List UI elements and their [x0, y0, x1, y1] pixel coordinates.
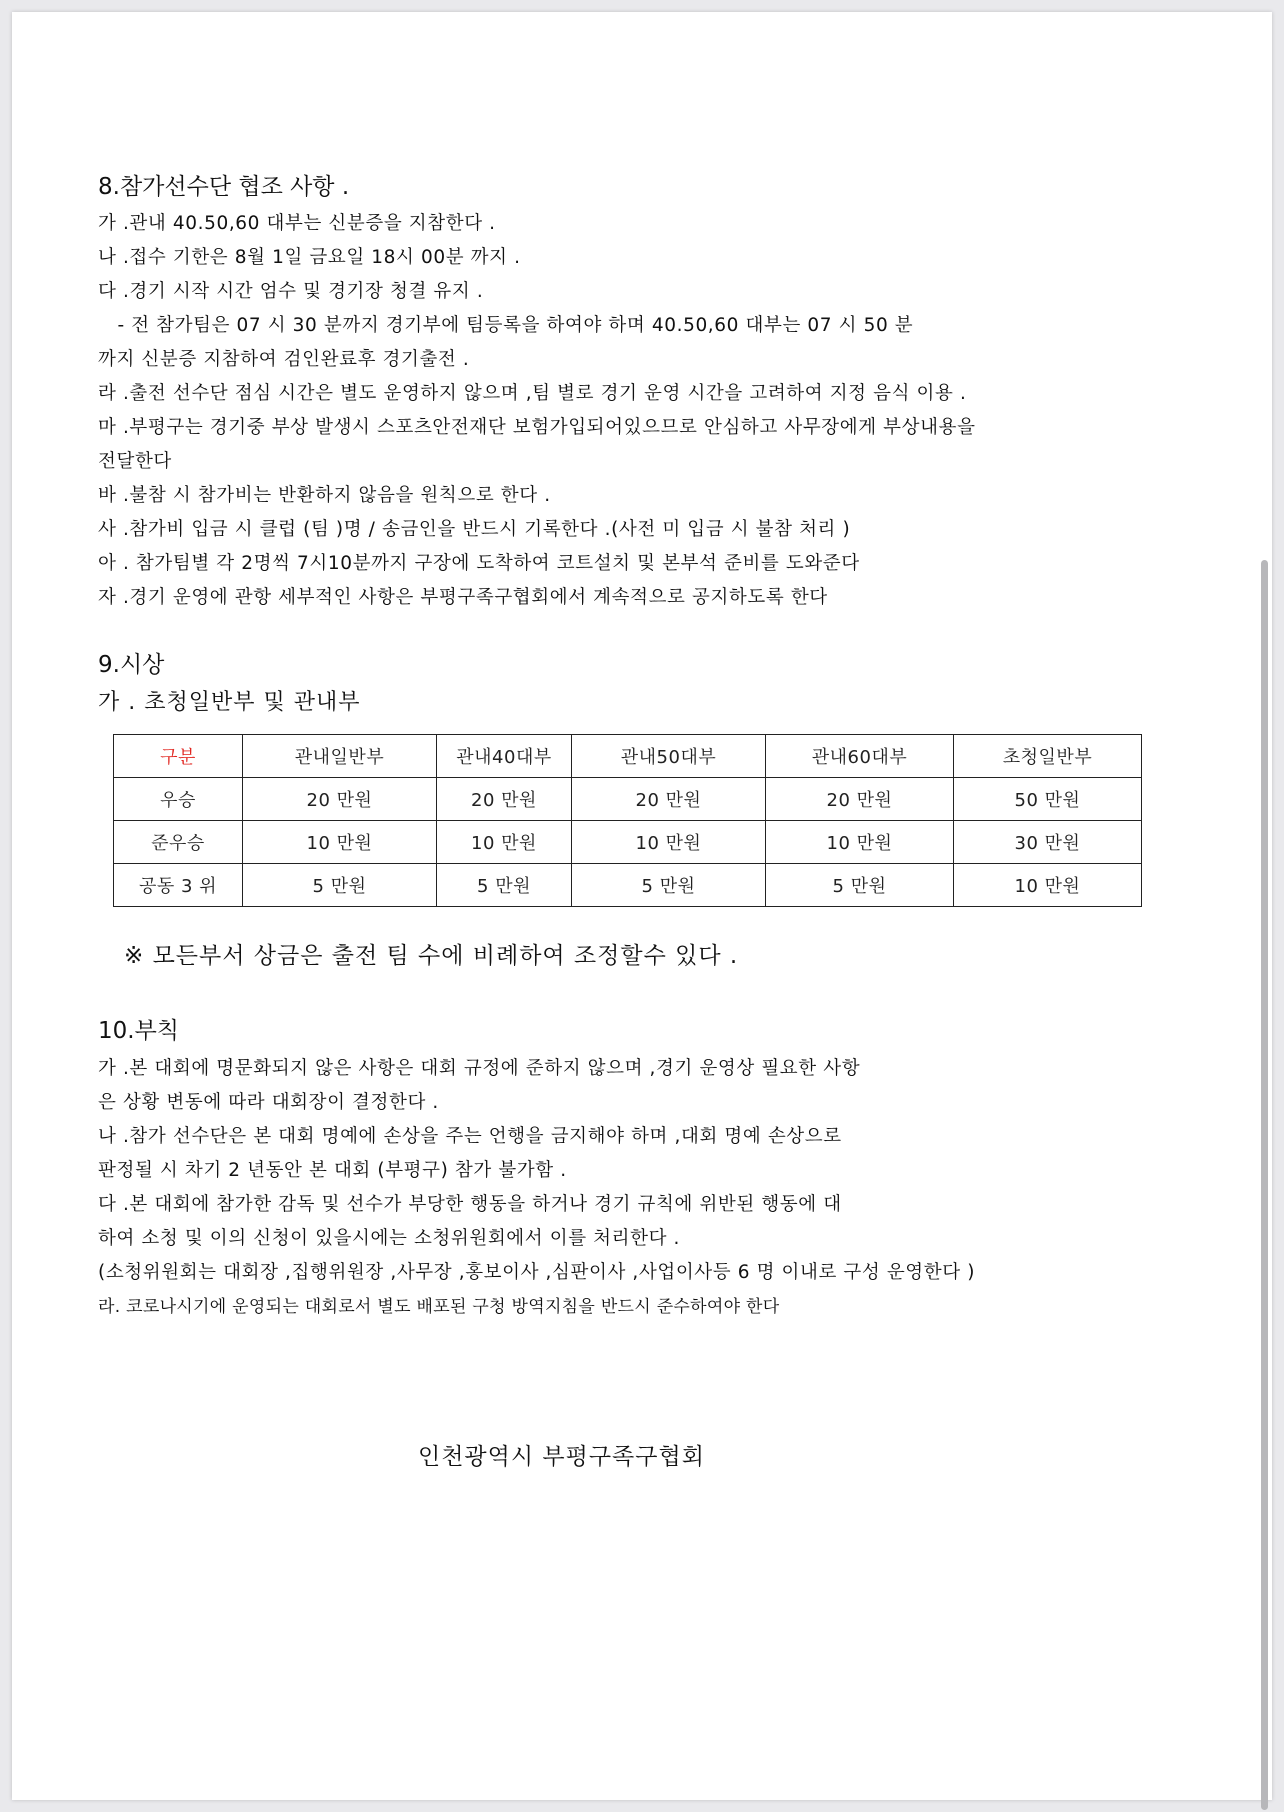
table-row [114, 778, 1142, 821]
table-header-cell: 관내60대부 [766, 735, 954, 778]
section-8-line: 마 .부평구는 경기중 부상 발생시 스포츠안전재단 보험가입되어있으므로 안심하고 사무장에게 부상내용을 [98, 417, 976, 438]
table-cell: 20 만원 [243, 778, 437, 821]
section-8-line: 바 .불참 시 참가비는 반환하지 않음을 원칙으로 한다 . [98, 485, 551, 506]
table-cell: 우승 [114, 778, 243, 821]
table-cell: 20 만원 [766, 778, 954, 821]
table-cell: 20 만원 [437, 778, 572, 821]
table-header-cell: 관내40대부 [437, 735, 572, 778]
section-8-line: 다 .경기 시작 시간 엄수 및 경기장 청결 유지 . [98, 281, 484, 302]
table-header-cell: 관내50대부 [572, 735, 766, 778]
prize-adjustment-notice: ※ 모든부서 상금은 출전 팀 수에 비례하여 조정할수 있다 . [124, 943, 739, 969]
table-cell: 20 만원 [572, 778, 766, 821]
section-10-line: 은 상황 변동에 따라 대회장이 결정한다 . [98, 1092, 439, 1113]
table-cell: 준우승 [114, 821, 243, 864]
table-header-cell: 구분 [114, 735, 243, 778]
prize-table [113, 734, 1142, 907]
section-8-heading: 8.참가선수단 협조 사항 . [98, 174, 350, 200]
section-10-heading: 10.부칙 [98, 1018, 180, 1044]
table-cell: 50 만원 [954, 778, 1142, 821]
table-cell: 10 만원 [954, 864, 1142, 907]
table-cell: 10 만원 [243, 821, 437, 864]
section-8-line: 라 .출전 선수단 점심 시간은 별도 운영하지 않으며 ,팀 별로 경기 운영 시간을 고려하여 지정 음식 이용 . [98, 383, 967, 404]
table-row [114, 864, 1142, 907]
table-cell: 공동 3 위 [114, 864, 243, 907]
section-9-heading: 9.시상 [98, 652, 165, 678]
table-cell: 30 만원 [954, 821, 1142, 864]
section-10-line: (소청위원회는 대회장 ,집행위원장 ,사무장 ,홍보이사 ,심판이사 ,사업이사등 6 명 이내로 구성 운영한다 ) [98, 1262, 976, 1283]
table-cell: 5 만원 [243, 864, 437, 907]
scrollbar-thumb[interactable] [1261, 560, 1268, 1810]
section-8-line: 사 .참가비 입금 시 클럽 (팀 )명 / 송금인을 반드시 기록한다 .(사전 미 입금 시 불참 처리 ) [98, 519, 851, 540]
document-page [12, 12, 1272, 1800]
table-cell: 5 만원 [572, 864, 766, 907]
section-8-line: - 전 참가팀은 07 시 30 분까지 경기부에 팀등록을 하여야 하며 40.50,60 대부는 07 시 50 분 [98, 315, 914, 336]
section-10-line: 하여 소청 및 이의 신청이 있을시에는 소청위원회에서 이를 처리한다 . [98, 1228, 680, 1249]
section-10-line: 라. 코로나시기에 운영되는 대회로서 별도 배포된 구청 방역지침을 반드시 준수하여야 한다 [98, 1297, 780, 1317]
section-8-line: 전달한다 [98, 451, 172, 472]
table-cell: 10 만원 [766, 821, 954, 864]
table-cell: 10 만원 [572, 821, 766, 864]
table-header-row [114, 735, 1142, 778]
section-8-line: 자 .경기 운영에 관항 세부적인 사항은 부평구족구협회에서 계속적으로 공지하도록 한다 [98, 587, 828, 608]
section-10-line: 가 .본 대회에 명문화되지 않은 사항은 대회 규정에 준하지 않으며 ,경기 운영상 필요한 사항 [98, 1058, 861, 1079]
section-10-line: 나 .참가 선수단은 본 대회 명예에 손상을 주는 언행을 금지해야 하며 ,대회 명예 손상으로 [98, 1126, 842, 1147]
section-9-subheading: 가 . 초청일반부 및 관내부 [98, 690, 361, 715]
table-cell: 5 만원 [766, 864, 954, 907]
section-8-line: 까지 신분증 지참하여 검인완료후 경기출전 . [98, 349, 470, 370]
section-8-line: 나 .접수 기한은 8월 1일 금요일 18시 00분 까지 . [98, 247, 521, 268]
table-row [114, 821, 1142, 864]
section-10-line: 다 .본 대회에 참가한 감독 및 선수가 부당한 행동을 하거나 경기 규칙에 위반된 행동에 대 [98, 1194, 842, 1215]
section-10-line: 판정될 시 차기 2 년동안 본 대회 (부평구) 참가 불가함 . [98, 1160, 567, 1181]
table-cell: 5 만원 [437, 864, 572, 907]
table-header-cell: 초청일반부 [954, 735, 1142, 778]
association-signature: 인천광역시 부평구족구협회 [418, 1444, 705, 1470]
table-header-cell: 관내일반부 [243, 735, 437, 778]
section-8-line: 아 . 참가팀별 각 2명씩 7시10분까지 구장에 도착하여 코트설치 및 본부석 준비를 도와준다 [98, 553, 860, 574]
table-cell: 10 만원 [437, 821, 572, 864]
section-8-line: 가 .관내 40.50,60 대부는 신분증을 지참한다 . [98, 213, 496, 234]
